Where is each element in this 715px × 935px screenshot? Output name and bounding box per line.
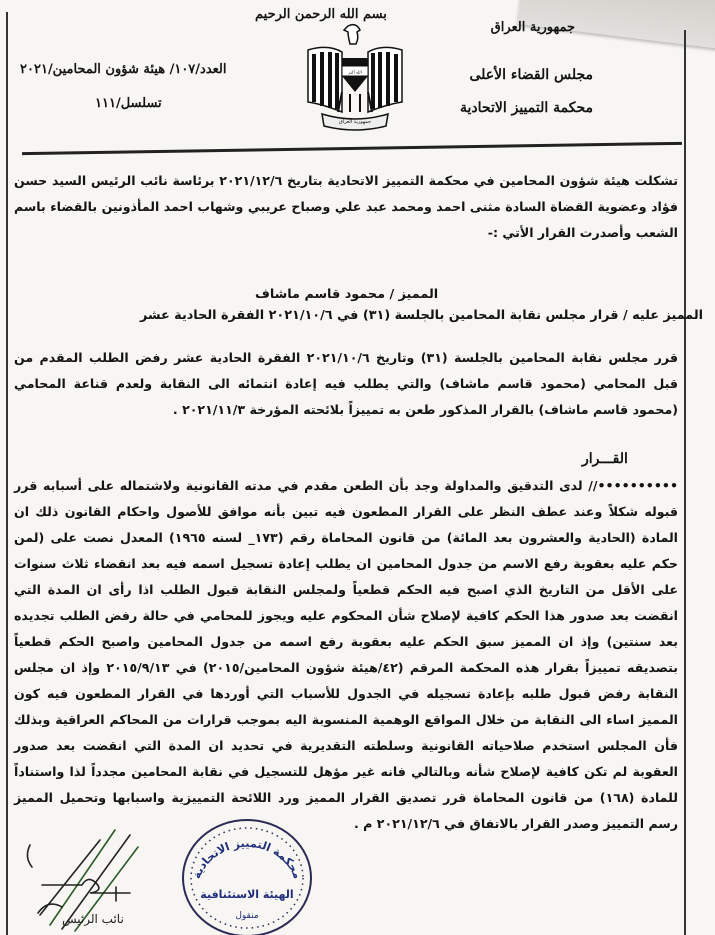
appellee-line: المميز عليه / قرار مجلس نقابة المحامين بالجلسة (٣١) في ٢٠٢١/١٠/٦ الفقرة الحادية عشر xyxy=(140,308,704,323)
council-name: مجلس القضاء الأعلى xyxy=(469,67,593,83)
facts-paragraph: قرر مجلس نقابة المحامين بالجلسة (٣١) وتاريخ ٢٠٢١/١٠/٦ الفقرة الحادية عشر رفض الطلب المقدم من قبل المحامي (محمود قاسم ماشاف) والتي يطلب فيه إعادة انتمائه الى النقابة ولعدم قناعة المحامي (محمود قاسم ماشاف) بالقرار المذكور طعن به تمييزاً بلائحته المؤرخة ٢٠٢١/١١/٣ . xyxy=(14,350,678,417)
intro-paragraph: تشكلت هيئة شؤون المحامين في محكمة التمييز الاتحادية بتاريخ ٢٠٢١/١٢/٦ برئاسة نائب الرئيس السيد حسن فؤاد وعضوية القضاة السادة مثنى احمد ومحمد عبد علي وصباح عريبي وشهاب احمد المأذونين بالقضاء باسم الشعب وأصدرت القرار الأتي :- xyxy=(14,173,678,240)
emblem-scroll-text: جمهورية العراق xyxy=(338,119,372,125)
header-divider xyxy=(22,142,682,155)
signature-label: نائب الرئيس xyxy=(62,912,124,926)
stamp-bottom-text: منقول xyxy=(235,911,259,921)
court-name: محكمة التمييز الاتحادية xyxy=(460,100,593,116)
basmala: بسم الله الرحمن الرحيم xyxy=(255,7,387,22)
left-border-rule xyxy=(6,12,8,935)
serial-number: تسلسل/١١١ xyxy=(95,96,162,111)
reference-number: العدد/١٠٧/ هيئة شؤون المحامين/٢٠٢١ xyxy=(20,62,227,77)
decision-paragraph: ••••••••••// لدى التدقيق والمداولة وجد بأن الطعن مقدم في مدته القانونية ولاشتماله على أسبابه قرر قبوله شكلاً وعند عطف النظر على القرار المطعون فيه تبين بأنه موافق للأصول واحكام القانون ذلك ان المادة (الحادية والعشرون بعد المائة) من قانون المحاماة رقم (١٧٣_ لسنه ١٩٦٥) المعدل نصت على (لمن حكم عليه بعقوبة رفع الاسم من جدول المحامين ان يطلب إعادة تسجيل اسمه فيه بعد انقضاء ثلاث سنوات على الأقل من التاريخ الذي اصبح فيه الحكم قطعياً ولمجلس النقابة قبول الطلب اذا رأى ان المدة التي انقضت بعد صدور هذا الحكم كافية لإصلاح شأن المحكوم عليه ويجوز للمحامي في حالة رفض الطلب تجديده بعد سنتين) وإذ ان المميز سبق الحكم عليه بعقوبة رفع اسمه من جدول المحامين واصبح الحكم قطعياً بتصديقه تمييزاً بقرار هذه المحكمة المرقم (٤٢/هيئة شؤون المحامين/٢٠١٥) في ٢٠١٥/٩/١٣ وإذ ان مجلس النقابة رفض قبول طلبه بإعادة تسجيله في الجدول للأسباب التي أوردها في القرار المطعون فيه كون المميز اساء الى النقابة من خلال المواقع الوهمية المنسوبة اليه بموجب قرارات من المحاكم العراقية وبذلك فأن المجلس استخدم صلاحياته القانونية وسلطته التقديرية في تحديد ان المدة التي انقضت بعد صدور العقوبة لم تكن كافية لإصلاح شأنه وبالتالي فانه غير مؤهل للتسجيل في نقابة المحامين مجدداً لذا واستناداً للمادة (١٦٨) من قانون المحاماة قرر تصديق القرار المميز ورد اللائحة التمييزية واسبابها وتحميل المميز رسم التمييز وصدر القرار بالاتفاق في ٢٠٢١/١٢/٦ م . xyxy=(14,478,679,831)
decision-heading: القـــرار xyxy=(582,451,628,467)
stamp-middle-text: الهيئة الاستئنافية xyxy=(200,888,294,901)
country-name: جمهورية العراق xyxy=(490,20,575,35)
iraq-eagle-emblem-icon xyxy=(300,22,410,137)
svg-text:محكمة التمييز الاتحادية xyxy=(190,837,304,881)
court-stamp xyxy=(177,810,317,935)
right-border-rule xyxy=(684,30,686,935)
stamp-top-text: محكمة التمييز الاتحادية xyxy=(189,836,305,881)
emblem-text: الله أكبر xyxy=(348,69,362,75)
appellant-line: المميز / محمود قاسم ماشاف xyxy=(255,287,439,302)
